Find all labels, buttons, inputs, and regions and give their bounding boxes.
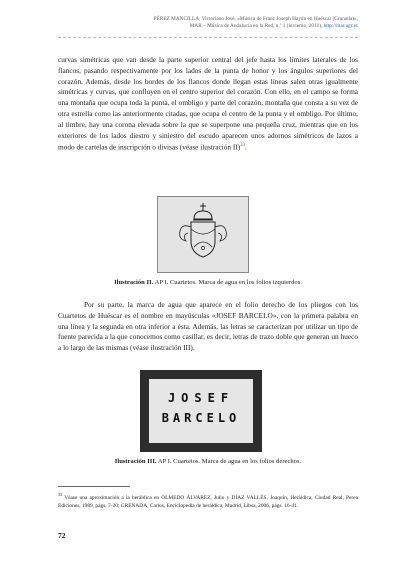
body-paragraph-2: Por su parte, la marca de agua que aparece en el folio derecho de los pliegos con los Cuartetos de Huéscar es el nombre en mayúsculas «JOSEF BARCELO», con la primera palabra en una línea y la segunda en otra inferior a ésta. Además, las letras se caracterizan por utilizar un tipo de fuente parecida a la que conocemos como casillar, es decir, letras de trazo doble que generan un hueco a lo largo de las mismas (véase ilustración III). (58, 300, 358, 353)
figure-caption-3 (58, 458, 358, 465)
body-paragraph-1: curvas simétricas que van desde la parte superior central del jefe hasta los límites laterales de los flancos, pasando respectivamente por los lados de la punta de honor y los ángulos superiores del corazón. Además, desde los bordes de los flancos donde llegan estas líneas salen otras igualmente simétricas y curvas, que confluyen en el centro superior del corazón. Con ello, en el campo se forma una montaña que ocupa toda la punta, el ombligo y parte del corazón, montaña que consta a su vez de otra estrella como las anteriormente citadas, que ocupa el centro de la punta y el ombligo. Por último, al timbre, hay una corona elevada sobre la que se superpone una pequeña cruz, mientras que en los exteriores de los lados diestro y siniestro del escudo aparecen unos adornos simétricos de lazos a modo de cartelas de inscripción o divisas (véase ilustración II)$^{33}$. (58, 55, 358, 152)
journal-url-link[interactable]: http://mar.ugr.es (323, 23, 358, 30)
watermark-line-2: BARCELO (161, 411, 241, 425)
page-number: 72 (58, 531, 66, 540)
watermark-line-1: JOSEF (167, 391, 235, 405)
caption-3-label: Ilustración III. (114, 458, 157, 465)
caption-2-text: AP I. Cuartetos. Marca de agua en los folios izquierdos. (153, 279, 302, 286)
footnote-text: Véase una aproximación a la heráldica en OLMEDO ÁLVAREZ, Julio y DÍAZ VALLÉS, Joaquín, Heráldica, Ciudad Real, Perea Ediciones, 1989, págs. 7-20; GRENADA, Carlos, Enciclopedia de heráldica, Madrid, Libsa, 2006, págs. 16-41. (58, 494, 358, 509)
caption-3-text: AP I. Cuartetos. Marca de agua en los folios derechos. (156, 458, 302, 465)
header-divider (58, 37, 358, 38)
footnote-reference[interactable]: 33 (240, 143, 245, 149)
header-citation-line2 (58, 23, 358, 30)
header-citation-line1: PÉREZ MANCILLA, Victoriano José, «Música de Franz Joseph Haydn en Huéscar (Granada)», (153, 16, 358, 22)
paragraph-1-text: curvas simétricas que van desde la parte superior central del jefe hasta los límites laterales de los flancos, pasando respectivamente por los lados de la punta de honor y los ángulos superiores del corazón. Además, desde los bordes de los flancos donde llegan estas líneas salen otras igualmente simétricas y curvas, que confluyen en el centro superior del corazón. Con ello, en el campo se forma una montaña que ocupa toda la punta, el ombligo y parte del corazón, montaña que consta a su vez de otra estrella como las anteriormente citadas, que ocupa el centro de la punta y el ombligo. Por último, al timbre, hay una corona elevada sobre la que se superpone una pequeña cruz, mientras que en los exteriores de los lados diestro y siniestro del escudo aparecen unos adornos simétricos de lazos a modo de cartelas de inscripción o divisas (véase ilustración II) (58, 55, 358, 152)
footnote-number: 33 (58, 492, 63, 497)
footnote (58, 491, 358, 510)
figure-caption-2 (58, 279, 358, 286)
coat-of-arms-drawing (158, 197, 248, 272)
footnote-divider (58, 486, 130, 487)
watermark-paper (149, 379, 253, 443)
running-header (58, 16, 358, 31)
caption-2-label: Ilustración II. (114, 279, 154, 286)
watermark-josef-barcelo-image (140, 370, 262, 452)
watermark-coat-of-arms-image (157, 196, 249, 273)
header-journal: MAR – Música de Andalucía en la Red, n.º 1 (invierno, 2011), (189, 23, 324, 30)
